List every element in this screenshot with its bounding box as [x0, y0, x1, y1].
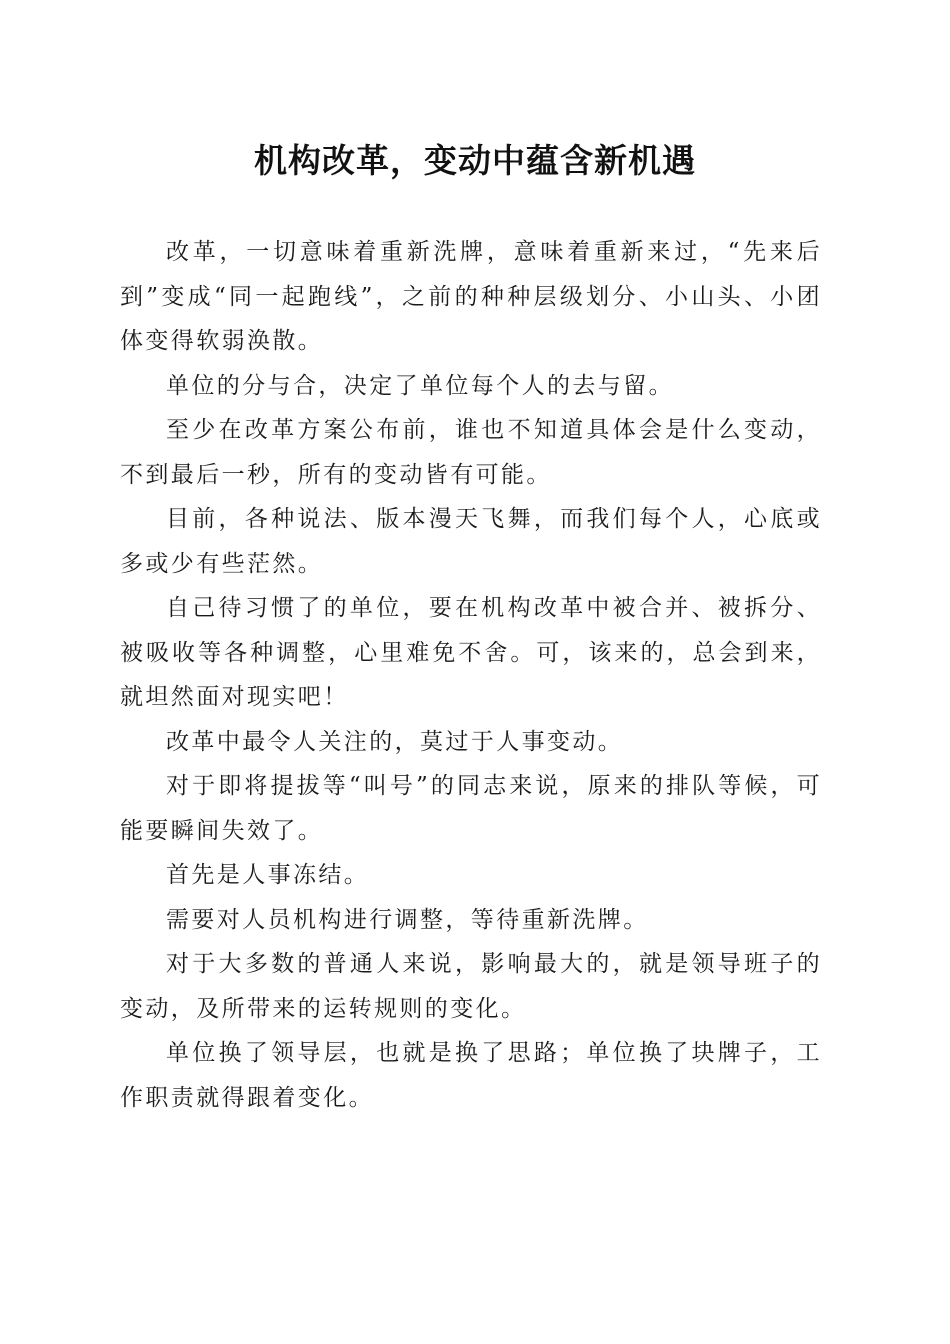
- paragraph: 改革，一切意味着重新洗牌，意味着重新来过，“先来后到”变成“同一起跑线”，之前的种种层级划分、小山头、小团体变得软弱涣散。: [120, 239, 822, 354]
- paragraph: 首先是人事冻结。: [166, 862, 370, 888]
- paragraph: 改革中最令人关注的，莫过于人事变动。: [166, 728, 624, 755]
- paragraph: 至少在改革方案公布前，谁也不知道具体会是什么变动，不到最后一秒，所有的变动皆有可能。: [120, 417, 822, 488]
- paragraph: 对于即将提拔等“叫号”的同志来说，原来的排队等候，可能要瞬间失效了。: [120, 773, 822, 844]
- paragraph: 自己待习惯了的单位，要在机构改革中被合并、被拆分、被吸收等各种调整，心里难免不舍。可，该来的，总会到来，就坦然面对现实吧！: [120, 595, 822, 710]
- paragraph: 需要对人员机构进行调整，等待重新洗牌。: [166, 906, 649, 933]
- document-title: 机构改革，变动中蕴含新机遇: [254, 141, 696, 180]
- paragraph: 目前，各种说法、版本漫天飞舞，而我们每个人，心底或多或少有些茫然。: [120, 506, 822, 577]
- paragraph: 对于大多数的普通人来说，影响最大的，就是领导班子的变动，及所带来的运转规则的变化。: [120, 951, 822, 1022]
- paragraph: 单位的分与合，决定了单位每个人的去与留。: [166, 372, 674, 399]
- document-body: [120, 230, 822, 1120]
- paragraph: 单位换了领导层，也就是换了思路；单位换了块牌子，工作职责就得跟着变化。: [120, 1040, 822, 1111]
